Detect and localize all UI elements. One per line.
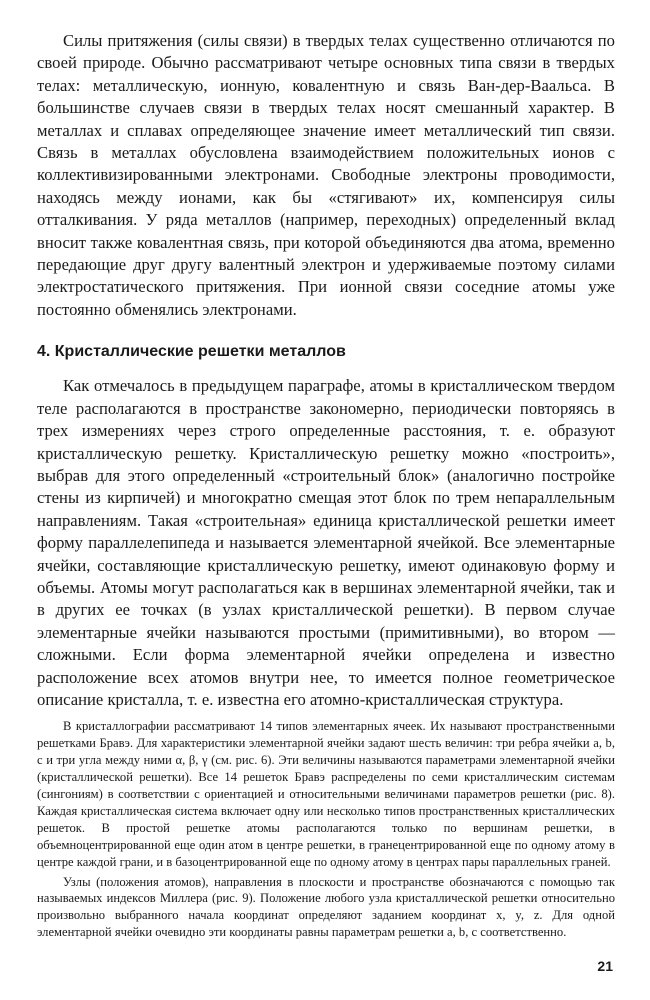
paragraph-crystal-lattice: Как отмечалось в предыдущем параграфе, атомы в кристаллическом твердом теле располагаются в пространстве закономерно, периодически повторяясь в трех измерениях через строго определенные расстояния, т. е. образуют кристаллическую решетку. Кристаллическую решетку можно «построить», выбрав для этого определенный «строительный блок» (аналогично постройке стены из кирпичей) и многократно смещая этот блок по трем непараллельным направлениям. Такая «строительная» единица кристаллической решетки имеет форму параллелепипеда и называется элементарной ячейкой. Все элементарные ячейки, составляющие кристаллическую решетку, имеют одинаковую форму и объемы. Атомы могут располагаться как в вершинах элементарной ячейки, так и в других ее точках (в узлах кристаллической решетки). В первом случае элементарные ячейки называются простыми (примитивными), во втором — сложными. Если форма элементарной ячейки определена и известно расположение всех атомов внутри нее, то имеется полное геометрическое описание кристалла, т. е. известна его атомно-кристаллическая структура. xyxy=(37,376,615,709)
paragraph-bonding: Силы притяжения (силы связи) в твердых телах существенно отличаются по своей природе. Обычно рассматривают четыре основных типа связи в твердых телах: металлическую, ионную, ковалентную и связь Ван-дер-Ваальса. В большинстве случаев связи в твердых телах носят смешанный характер. В металлах и сплавах определяющее значение имеет металлический тип связи. Связь в металлах обусловлена взаимодействием положительных ионов с коллективизированными электронами. Свободные электроны проводимости, находясь между ионами, как бы «стягивают» их, компенсируя силы отталкивания. У ряда металлов (например, переходных) определенный вклад вносит также ковалентная связь, при которой объединяются два атома, временно передающие друг другу валентный электрон и удерживаемые поэтому силами электростатического притяжения. При ионной связи соседние атомы уже постоянно обменялись электронами. xyxy=(37,31,615,319)
paragraph-miller: Узлы (положения атомов), направления в плоскости и пространстве обозначаются с помощью так называемых индексов Миллера (рис. 9). Положение любого узла кристаллической решетки относительно произвольно выбранного начала координат определяют заданием координат x, y, z. Для одной элементарной ячейки очевидно эти координаты равны параметрам решетки a, b, c соответственно. xyxy=(37,874,615,940)
section-heading: 4. Кристаллические решетки металлов xyxy=(37,343,346,361)
page-number: 21 xyxy=(597,958,613,974)
page-body xyxy=(37,30,615,941)
paragraph-bravais: В кристаллографии рассматривают 14 типов элементарных ячеек. Их называют пространственными решетками Бравэ. Для характеристики элементарной ячейки задают шесть величин: три ребра ячейки a, b, c и три угла между ними α, β, γ (см. рис. 6). Эти величины называются параметрами элементарной ячейки (кристаллической решетки). Все 14 решеток Бравэ распределены по семи кристаллическим системам (сингониям) в соответствии с ориентацией и относительными величинами параметров решетки (рис. 8). Каждая кристаллическая система включает одну или несколько типов пространственных кристаллических решеток. В простой решетке атомы располагаются только по вершинам решетки, в объемноцентрированной еще один атом в центре решетки, в гранецентрированной еще по одному атому в центре каждой грани, и в базоцентрированной еще по одному атому в центрах пары параллельных граней. xyxy=(37,719,615,869)
